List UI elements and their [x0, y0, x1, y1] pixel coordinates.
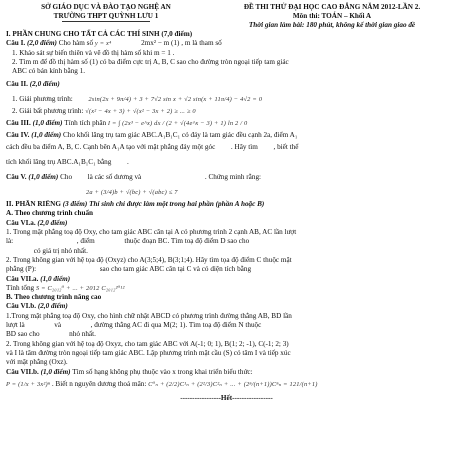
q5-text-c: . Chứng minh rằng:: [204, 173, 262, 182]
q6a-text2b: , điểm: [76, 237, 95, 246]
school-name: TRƯỜNG THPT QUỲNH LƯU 1: [53, 11, 159, 20]
q7a-label: Câu VII.a.: [6, 274, 39, 283]
q6b-line1: 1.Trong mặt phẳng toạ độ Oxy, cho hình chữ nhật ABCD có phương trình đường thẳng AB, BD lần: [6, 311, 292, 320]
q6b-text3a: BD sao cho: [6, 330, 40, 339]
q6b-line4: 2. Trong không gian với hệ toạ độ Oxyz, cho tam giác ABC với A(-1; 0; 1), B(1; 2; -1), C(-1; 2; 3): [6, 339, 289, 348]
q2-points: (2,0 điểm): [29, 79, 60, 88]
q2-item2-tail: ≥ 0: [186, 107, 196, 115]
q1-points: (2,0 điểm): [26, 39, 57, 48]
q7a-line: [6, 284, 447, 293]
q2-item1-text: 1. Giải phương trình:: [12, 94, 73, 103]
q6b-line6: với mặt phẳng (Oxz).: [6, 358, 68, 367]
q1-formula-b: 2mx² − m (1) , m là tham số: [141, 39, 222, 48]
q6b-line2: [6, 321, 447, 330]
q6b-text3b: nhỏ nhất.: [69, 330, 96, 339]
part2-title: [6, 200, 447, 209]
q4-text3a: tích khối lăng trụ ABC.A₁B₁C₁ bằng: [6, 158, 112, 167]
q3-formula: I = ∫ (2x³ − e^x) dx / (2 + √(4e^x − 3) + 1): [107, 119, 227, 127]
q6a-text2c: thuộc đoạn BC. Tìm toạ độ điểm D sao cho: [124, 237, 250, 246]
q3-bounds: ln 2 / 0: [227, 119, 248, 127]
q6a-header: [6, 219, 447, 228]
q4-line1: [6, 131, 447, 140]
header-rule: [62, 21, 150, 22]
exam-title: ĐỀ THI THỬ ĐẠI HỌC CAO ĐẲNG NĂM 2012-LẦN 2.: [243, 3, 421, 11]
q7a-header: [6, 275, 447, 284]
q1-item1: 1. Khảo sát sự biến thiên và vẽ đồ thị hàm số khi m = 1 .: [12, 48, 175, 57]
q3-label: Câu III.: [6, 118, 31, 127]
q2-item2-text: 2. Giải bất phương trình:: [12, 106, 84, 115]
exam-duration: Thời gian làm bài: 180 phút, không kể thời gian giao đề: [248, 20, 416, 29]
q7b-text1: Tìm số hạng không phụ thuộc vào x trong khai triển biểu thức:: [72, 367, 253, 376]
q4-line2: [6, 140, 447, 155]
q7a-points: (1,0 điểm): [40, 274, 71, 283]
q6b-header: [6, 302, 447, 311]
exam-subject: Môn thi: TOÁN – Khối A: [292, 11, 372, 20]
q5-text-b: là các số dương và: [87, 173, 142, 182]
q4-points: (1,0 điểm): [31, 130, 62, 139]
q1-item2a: 2. Tìm m để đồ thị hàm số (1) có ba điểm cực trị A, B, C sao cho đường tròn ngoại tiếp tam giác: [12, 57, 289, 66]
q5-points: (1,0 điểm): [28, 173, 59, 182]
end-marker: -----------------Hết-----------------: [180, 393, 273, 402]
q3-line: [6, 116, 447, 131]
q6b-label: Câu VI.b.: [6, 302, 37, 311]
q5-text-a: Cho: [60, 173, 73, 182]
q7b-formula-b: C⁰ₙ + (2/2)C¹ₙ + (2²/3)C²ₙ + ... + (2ⁿ/(n+1))Cⁿₙ = 121/(n+1): [148, 380, 318, 388]
school-block: [6, 3, 206, 29]
q2-item2: [6, 107, 447, 116]
q4-text2b: . Hãy tìm: [230, 143, 258, 152]
q6a-text3: có giá trị nhỏ nhất.: [33, 246, 88, 255]
q7b-line1: [6, 368, 447, 377]
q5-formula: 2a + (3/4)b + √(bc) + √(abc) ≤ 7: [86, 189, 178, 197]
q6b-line5: và I là tâm đường tròn ngoại tiếp tam giác ABC. Lập phương trình mặt cầu (S) có tâm I và tiếp xúc: [6, 348, 291, 357]
q6a-line5: [6, 265, 447, 274]
q2-header: [6, 77, 447, 92]
q6a-line4: 2. Trong không gian với hệ tọa độ (Oxyz) cho A(3;5;4), B(3;1;4). Hãy tìm tọa độ điểm C thuộc mặt: [6, 255, 292, 264]
q6a-line1: 1. Trong mặt phẳng toạ độ Oxy, cho tam giác ABC cân tại A có phương trình 2 cạnh AB, AC lần lượt: [6, 228, 297, 237]
q5-line: [6, 170, 447, 185]
q2-label: Câu II.: [6, 79, 28, 88]
q6a-points: (2,0 điểm): [37, 218, 68, 227]
q7b-label: Câu VII.b.: [6, 367, 39, 376]
q7b-formula-a: P = (1/x + 3x²)ⁿ: [6, 380, 51, 388]
exam-header: [6, 3, 447, 29]
progA-title: A. Theo chương trình chuẩn: [6, 209, 94, 218]
department-name: SỞ GIÁO DỤC VÀ ĐÀO TẠO NGHỆ AN: [41, 3, 171, 11]
q2-item2-formula: √(x² − 4x + 3) + √(x² − 3x + 2) ≥ ...: [85, 107, 186, 115]
q4-line3: [6, 155, 447, 170]
q7a-formula: S = C₂₀₁₂⁰ + ... + 2012 C₂₀₁₂²⁰¹²: [35, 284, 125, 292]
q6a-text5a: phẳng (P):: [6, 265, 37, 274]
q7b-points: (1,0 điểm): [40, 367, 71, 376]
q6b-text2a: lượt là: [6, 321, 25, 330]
q5-formula-line: [6, 185, 447, 200]
q6a-text5b: sao cho tam giác ABC cân tại C và có diện tích bằng: [99, 265, 252, 274]
q6a-text2a: là:: [6, 237, 14, 246]
q2-item1: [6, 92, 447, 107]
q6a-label: Câu VI.a.: [6, 218, 36, 227]
q4-text3b: .: [126, 158, 129, 167]
q4-text2a: cách đều ba điểm A, B, C. Cạnh bên A₁A tạo với mặt phẳng đáy một góc: [6, 143, 216, 152]
q1-text: Cho hàm số: [58, 39, 94, 48]
q2-item1-formula: 2sin(2x + 9π/4) + 3 + 7√2 sin x + √2 sin(x + 11π/4) − 4√2 = 0: [88, 95, 263, 103]
part1-title: I. PHẦN CHUNG CHO TẤT CẢ CÁC THÍ SINH (7,0 điểm): [6, 30, 193, 39]
q6b-points: (2,0 điểm): [37, 302, 68, 311]
q1-label: Câu I.: [6, 39, 26, 48]
q3-points: (1,0 điểm): [32, 118, 63, 127]
exam-info-block: [217, 3, 447, 29]
q7b-text2: . Biết n nguyên dương thoả mãn:: [51, 379, 147, 388]
q6b-text2b: và: [54, 321, 62, 330]
q3-text: Tính tích phân: [64, 118, 107, 127]
q6a-line3: [6, 247, 447, 256]
q4-text1: Cho khối lăng trụ tam giác ABC.A₁B₁C₁ có đáy là tam giác đều cạnh 2a, điểm A₁: [62, 130, 298, 139]
q4-text2c: , biết thể: [273, 143, 299, 152]
part2-title-a: II. PHẦN RIÊNG: [6, 200, 61, 209]
q7b-line2: [6, 377, 447, 392]
q1-item2b: ABC có bán kính bằng 1.: [12, 67, 86, 76]
q6b-text2c: , đường thẳng AC đi qua M(2; 1). Tìm toạ độ điểm N thuộc: [90, 321, 262, 330]
q5-label: Câu V.: [6, 173, 27, 182]
q6a-line2: [6, 237, 447, 246]
part2-title-b: (3 điểm) Thí sinh chỉ được làm một trong hai phần (phần A hoặc B): [62, 200, 265, 209]
q1-intro: [6, 39, 447, 48]
progB-title: B. Theo chương trình nâng cao: [6, 293, 102, 302]
q4-label: Câu IV.: [6, 130, 30, 139]
q6b-line3: [6, 330, 447, 339]
q1-formula-a: y = x⁴: [94, 40, 112, 48]
q7a-text: Tính tổng: [6, 283, 35, 292]
